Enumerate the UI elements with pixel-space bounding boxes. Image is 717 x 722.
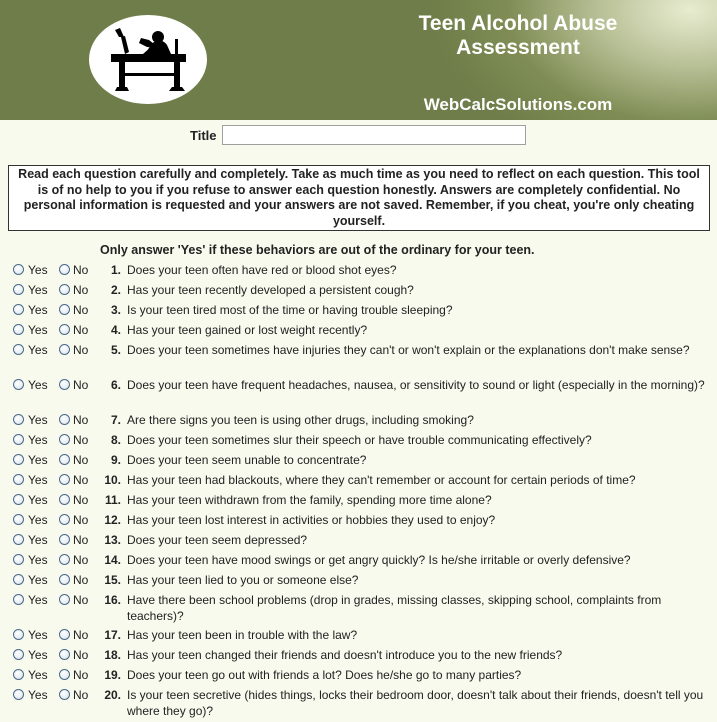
no-label[interactable]: No [73, 263, 89, 277]
yes-radio[interactable] [13, 629, 24, 640]
yes-radio[interactable] [13, 284, 24, 295]
no-label[interactable]: No [73, 513, 89, 527]
page-title-line1: Teen Alcohol Abuse [418, 12, 618, 35]
no-radio[interactable] [59, 474, 70, 485]
question-number: 6. [110, 378, 121, 392]
question-text: Have there been school problems (drop in grades, missing classes, skipping school, complaints from teachers)? [127, 593, 662, 623]
yes-label[interactable]: Yes [28, 323, 48, 337]
question-number: 16. [104, 593, 121, 607]
no-radio[interactable] [59, 414, 70, 425]
question-text: Does your teen have frequent headaches, nausea, or sensitivity to sound or light (especially in the morning)? [127, 378, 705, 392]
yes-label[interactable]: Yes [28, 573, 48, 587]
site-name: WebCalcSolutions.com [423, 95, 613, 114]
no-radio[interactable] [59, 264, 70, 275]
yes-radio[interactable] [13, 689, 24, 700]
no-radio[interactable] [59, 454, 70, 465]
yes-label[interactable]: Yes [28, 533, 48, 547]
question-number: 19. [104, 668, 121, 682]
no-label[interactable]: No [73, 323, 89, 337]
no-label[interactable]: No [73, 533, 89, 547]
question-text: Does your teen sometimes slur their speech or have trouble communicating effectively? [127, 433, 592, 447]
teen-at-desk-silhouette-icon [89, 15, 207, 104]
no-radio[interactable] [59, 629, 70, 640]
instructions-notice: Read each question carefully and completely. Take as much time as you need to reflect on each question. This tool is of no help to you if you refuse to answer each question honestly. Answers are completely confidential. No personal information is requested and your answers are not saved. Remember, if you cheat, you're only cheating yourself. [8, 165, 710, 231]
question-number: 1. [110, 263, 121, 277]
question-number: 15. [104, 573, 121, 587]
yes-label[interactable]: Yes [28, 513, 48, 527]
question-number: 7. [110, 413, 121, 427]
no-label[interactable]: No [73, 473, 89, 487]
no-label[interactable]: No [73, 493, 89, 507]
yes-label[interactable]: Yes [28, 493, 48, 507]
no-label[interactable]: No [73, 433, 89, 447]
no-radio[interactable] [59, 284, 70, 295]
yes-radio[interactable] [13, 649, 24, 660]
title-row [0, 125, 717, 147]
page-title-line2: Assessment [456, 36, 580, 59]
question-text: Does your teen seem depressed? [127, 533, 308, 547]
title-input[interactable] [222, 125, 526, 145]
no-label[interactable]: No [73, 553, 89, 567]
question-number: 4. [110, 323, 121, 337]
no-label[interactable]: No [73, 378, 89, 392]
yes-label[interactable]: Yes [28, 648, 48, 662]
question-number: 8. [110, 433, 121, 447]
yes-label[interactable]: Yes [28, 433, 48, 447]
question-number: 12. [104, 513, 121, 527]
question-text: Has your teen gained or lost weight recently? [127, 323, 368, 337]
logo [89, 15, 207, 104]
no-label[interactable]: No [73, 283, 89, 297]
yes-label[interactable]: Yes [28, 593, 48, 607]
yes-radio[interactable] [13, 344, 24, 355]
question-number: 3. [110, 303, 121, 317]
question-text: Has your teen recently developed a persistent cough? [127, 283, 414, 297]
question-text: Does your teen sometimes have injuries they can't or won't explain or the explanations don't make sense? [127, 343, 690, 357]
yes-label[interactable]: Yes [28, 628, 48, 642]
yes-label[interactable]: Yes [28, 453, 48, 467]
no-label[interactable]: No [73, 343, 89, 357]
question-text: Has your teen lost interest in activities or hobbies they used to enjoy? [127, 513, 496, 527]
no-radio[interactable] [59, 649, 70, 660]
yes-radio[interactable] [13, 594, 24, 605]
no-radio[interactable] [59, 434, 70, 445]
question-number: 13. [104, 533, 121, 547]
no-label[interactable]: No [73, 573, 89, 587]
yes-radio[interactable] [13, 514, 24, 525]
no-label[interactable]: No [73, 628, 89, 642]
question-number: 5. [110, 343, 121, 357]
yes-label[interactable]: Yes [28, 343, 48, 357]
question-text: Does your teen often have red or blood shot eyes? [127, 263, 397, 277]
question-number: 9. [110, 453, 121, 467]
no-radio[interactable] [59, 494, 70, 505]
question-text: Are there signs you teen is using other drugs, including smoking? [127, 413, 474, 427]
no-label[interactable]: No [73, 593, 89, 607]
question-text: Does your teen have mood swings or get angry quickly? Is he/she irritable or overly defensive? [127, 553, 631, 567]
question-number: 2. [110, 283, 121, 297]
yes-radio[interactable] [13, 264, 24, 275]
question-number: 17. [104, 628, 121, 642]
yes-label[interactable]: Yes [28, 688, 48, 702]
yes-label[interactable]: Yes [28, 413, 48, 427]
no-radio[interactable] [59, 689, 70, 700]
no-radio[interactable] [59, 379, 70, 390]
no-label[interactable]: No [73, 453, 89, 467]
no-radio[interactable] [59, 324, 70, 335]
question-text: Is your teen secretive (hides things, locks their bedroom door, doesn't talk about their friends, doesn't tell you where they go)? [127, 688, 704, 718]
yes-label[interactable]: Yes [28, 303, 48, 317]
no-label[interactable]: No [73, 688, 89, 702]
question-text: Has your teen lied to you or someone else? [127, 573, 359, 587]
yes-radio[interactable] [13, 414, 24, 425]
yes-label[interactable]: Yes [28, 473, 48, 487]
no-radio[interactable] [59, 344, 70, 355]
question-text: Has your teen been in trouble with the law? [127, 628, 358, 642]
question-text: Has your teen withdrawn from the family, spending more time alone? [127, 493, 492, 507]
yes-radio[interactable] [13, 574, 24, 585]
question-text: Has your teen had blackouts, where they can't remember or account for certain periods of time? [127, 473, 636, 487]
yes-label[interactable]: Yes [28, 283, 48, 297]
question-number: 14. [104, 553, 121, 567]
yes-radio[interactable] [13, 379, 24, 390]
no-radio[interactable] [59, 669, 70, 680]
header-banner [0, 0, 717, 120]
yes-radio[interactable] [13, 554, 24, 565]
no-label[interactable]: No [73, 648, 89, 662]
yes-label[interactable]: Yes [28, 553, 48, 567]
no-radio[interactable] [59, 574, 70, 585]
no-radio[interactable] [59, 514, 70, 525]
title-label: Title [190, 128, 217, 143]
yes-radio[interactable] [13, 534, 24, 545]
question-text: Has your teen changed their friends and doesn't introduce you to the new friends? [127, 648, 563, 662]
no-radio[interactable] [59, 304, 70, 315]
question-text: Does your teen go out with friends a lot? Does he/she go to many parties? [127, 668, 522, 682]
question-number: 20. [104, 688, 121, 702]
yes-radio[interactable] [13, 669, 24, 680]
no-radio[interactable] [59, 534, 70, 545]
question-number: 18. [104, 648, 121, 662]
yes-label[interactable]: Yes [28, 263, 48, 277]
yes-radio[interactable] [13, 434, 24, 445]
no-radio[interactable] [59, 554, 70, 565]
question-number: 10. [104, 473, 121, 487]
question-number: 11. [104, 493, 121, 507]
yes-label[interactable]: Yes [28, 668, 48, 682]
yes-radio[interactable] [13, 494, 24, 505]
no-label[interactable]: No [73, 668, 89, 682]
yes-radio[interactable] [13, 304, 24, 315]
no-radio[interactable] [59, 594, 70, 605]
yes-radio[interactable] [13, 474, 24, 485]
question-text: Is your teen tired most of the time or having trouble sleeping? [127, 303, 453, 317]
yes-radio[interactable] [13, 454, 24, 465]
no-label[interactable]: No [73, 303, 89, 317]
yes-label[interactable]: Yes [28, 378, 48, 392]
question-text: Does your teen seem unable to concentrate? [127, 453, 367, 467]
yes-radio[interactable] [13, 324, 24, 335]
no-label[interactable]: No [73, 413, 89, 427]
answer-guidance: Only answer 'Yes' if these behaviors are out of the ordinary for your teen. [100, 243, 535, 257]
